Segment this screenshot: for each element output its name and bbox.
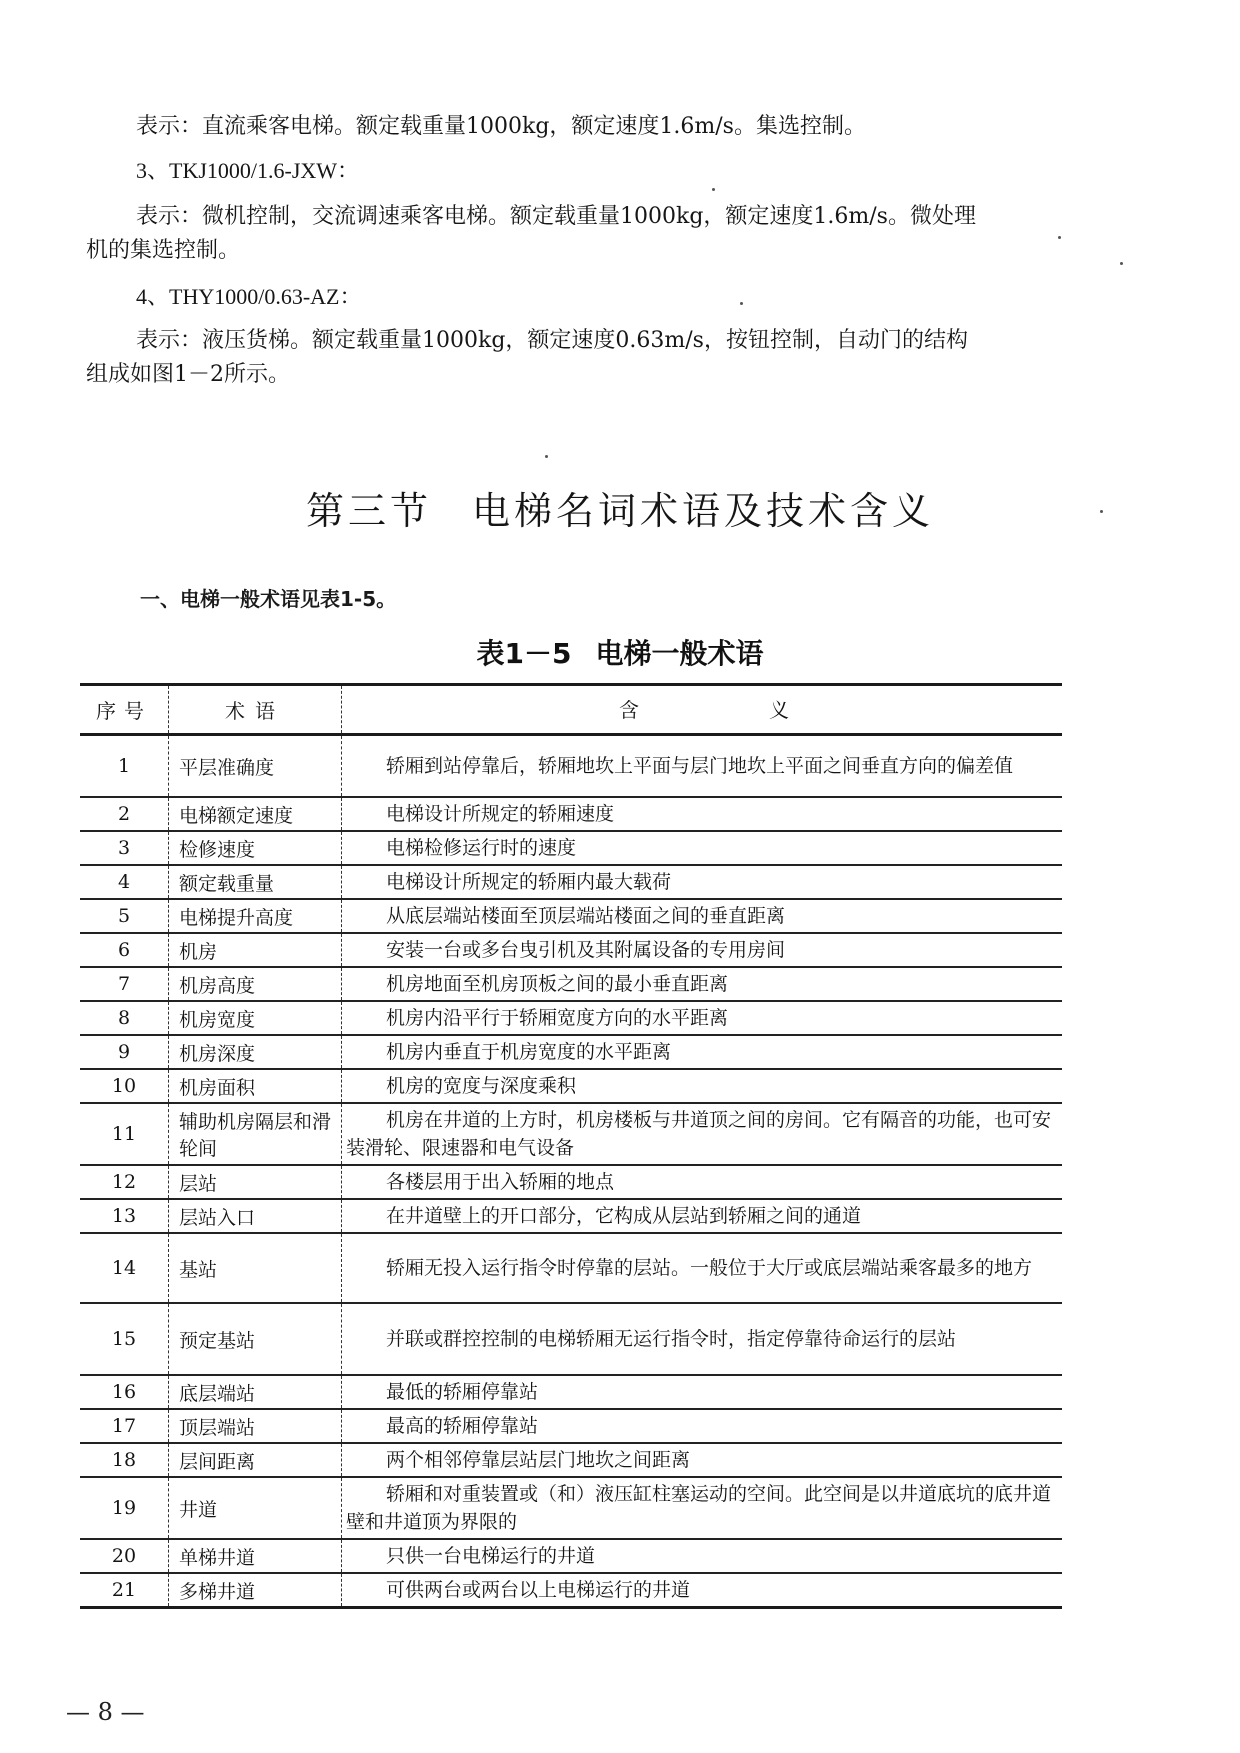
row-number: 6: [80, 933, 169, 967]
row-definition: 机房在井道的上方时，机房楼板与井道顶之间的房间。它有隔音的功能，也可安装滑轮、限速器和电气设备: [346, 1109, 1052, 1159]
terms-table: [80, 683, 1062, 1609]
row-term: 底层端站: [169, 1375, 342, 1409]
row-number: 4: [80, 865, 169, 899]
row-number: 16: [80, 1375, 169, 1409]
table-caption-number: 表1－5: [476, 637, 572, 670]
table-row: [80, 933, 1062, 967]
row-term: 机房面积: [169, 1069, 342, 1103]
row-term: 层站: [169, 1165, 342, 1199]
row-definition: 轿厢和对重装置或（和）液压缸柱塞运动的空间。此空间是以井道底坑的底井道壁和井道顶为界限的: [346, 1483, 1052, 1533]
row-term: 顶层端站: [169, 1409, 342, 1443]
row-definition: 只供一台电梯运行的井道: [386, 1545, 596, 1567]
row-number: 1: [80, 735, 169, 798]
table-row: [80, 967, 1062, 1001]
row-definition: 机房地面至机房顶板之间的最小垂直距离: [386, 973, 729, 995]
row-term: 检修速度: [169, 831, 342, 865]
header-definition: [342, 685, 1063, 735]
row-term: 机房高度: [169, 967, 342, 1001]
scan-speck: [1100, 510, 1103, 513]
table-row: [80, 1409, 1062, 1443]
row-term: 多梯井道: [169, 1573, 342, 1608]
model-code-thy: 4、THY1000/0.63-AZ：: [136, 284, 362, 309]
row-definition: 两个相邻停靠层站层门地坎之间距离: [386, 1449, 691, 1471]
scan-speck: [740, 302, 743, 305]
scan-speck: [545, 455, 548, 458]
model-code-tkj: 3、TKJ1000/1.6-JXW：: [136, 158, 360, 183]
row-number: 21: [80, 1573, 169, 1608]
row-term: 电梯提升高度: [169, 899, 342, 933]
table-row: [80, 1103, 1062, 1165]
section-number: 第三节: [305, 489, 432, 533]
row-number: 11: [80, 1103, 169, 1165]
paragraph-dc-elevator: 表示：直流乘客电梯。额定载重量1000kg，额定速度1.6m/s。集选控制。: [136, 114, 866, 139]
table-row: [80, 1573, 1062, 1608]
row-definition: 轿厢到站停靠后，轿厢地坎上平面与层门地坎上平面之间垂直方向的偏差值: [386, 755, 1014, 777]
scan-speck: [1058, 236, 1061, 239]
table-row: [80, 899, 1062, 933]
scan-speck: [712, 188, 715, 191]
row-definition: 机房内沿平行于轿厢宽度方向的水平距离: [386, 1007, 729, 1029]
header-term: 术语: [169, 685, 342, 735]
row-definition: 电梯设计所规定的轿厢内最大载荷: [386, 871, 672, 893]
row-term: 井道: [169, 1477, 342, 1539]
row-number: 17: [80, 1409, 169, 1443]
row-definition: 各楼层用于出入轿厢的地点: [386, 1171, 615, 1193]
table-row: [80, 1069, 1062, 1103]
table-row: [80, 1443, 1062, 1477]
row-number: 9: [80, 1035, 169, 1069]
paragraph-microcomputer-line1: 表示：微机控制，交流调速乘客电梯。额定载重量1000kg，额定速度1.6m/s。微处理: [136, 204, 976, 229]
row-definition: 电梯检修运行时的速度: [386, 837, 577, 859]
row-term: 辅助机房隔层和滑轮间: [169, 1103, 342, 1165]
row-number: 2: [80, 797, 169, 831]
table-row: [80, 1375, 1062, 1409]
row-definition: 最高的轿厢停靠站: [386, 1415, 539, 1437]
header-no: 序号: [80, 685, 169, 735]
table-header-row: [80, 685, 1062, 735]
table-row: [80, 1477, 1062, 1539]
row-definition: 在井道壁上的开口部分，它构成从层站到轿厢之间的通道: [386, 1205, 862, 1227]
row-number: 3: [80, 831, 169, 865]
table-row: [80, 865, 1062, 899]
header-def-char-2: 义: [769, 697, 789, 722]
row-number: 7: [80, 967, 169, 1001]
row-definition: 机房的宽度与深度乘积: [386, 1075, 577, 1097]
row-definition: 电梯设计所规定的轿厢速度: [386, 803, 615, 825]
row-term: 基站: [169, 1233, 342, 1303]
row-term: 单梯井道: [169, 1539, 342, 1573]
row-definition: 轿厢无投入运行指令时停靠的层站。一般位于大厅或底层端站乘客最多的地方: [386, 1257, 1033, 1279]
table-row: [80, 1539, 1062, 1573]
paragraph-hydraulic-line2: 组成如图1－2所示。: [86, 362, 290, 387]
table-row: [80, 1303, 1062, 1375]
section-title: 电梯名词术语及技术含义: [472, 489, 935, 533]
row-term: 机房宽度: [169, 1001, 342, 1035]
row-number: 8: [80, 1001, 169, 1035]
table-row: [80, 1035, 1062, 1069]
row-number: 15: [80, 1303, 169, 1375]
row-term: 额定载重量: [169, 865, 342, 899]
row-term: 机房深度: [169, 1035, 342, 1069]
row-definition: 最低的轿厢停靠站: [386, 1381, 539, 1403]
row-number: 13: [80, 1199, 169, 1233]
row-term: 机房: [169, 933, 342, 967]
paragraph-hydraulic-line1: 表示：液压货梯。额定载重量1000kg，额定速度0.63m/s，按钮控制，自动门的结构: [136, 328, 968, 353]
header-def-char-1: 含: [619, 697, 639, 722]
paragraph-microcomputer-line2: 机的集选控制。: [86, 238, 241, 263]
row-definition: 从底层端站楼面至顶层端站楼面之间的垂直距离: [386, 905, 786, 927]
table-row: [80, 1199, 1062, 1233]
row-term: 平层准确度: [169, 735, 342, 798]
row-term: 电梯额定速度: [169, 797, 342, 831]
row-definition: 安装一台或多台曳引机及其附属设备的专用房间: [386, 939, 786, 961]
table-row: [80, 735, 1062, 798]
table-row: [80, 1001, 1062, 1035]
page-number: — 8 —: [66, 1698, 145, 1726]
row-definition: 机房内垂直于机房宽度的水平距离: [386, 1041, 672, 1063]
row-term: 层间距离: [169, 1443, 342, 1477]
table-row: [80, 1165, 1062, 1199]
row-definition: 可供两台或两台以上电梯运行的井道: [386, 1579, 691, 1601]
table-row: [80, 797, 1062, 831]
section-heading: [0, 480, 1240, 535]
row-number: 12: [80, 1165, 169, 1199]
lead-text: 一、电梯一般术语见表1-5。: [140, 587, 397, 611]
table-caption: [0, 632, 1240, 672]
row-number: 18: [80, 1443, 169, 1477]
row-term: 预定基站: [169, 1303, 342, 1375]
table-caption-title: 电梯一般术语: [595, 637, 764, 670]
row-number: 20: [80, 1539, 169, 1573]
row-definition: 并联或群控控制的电梯轿厢无运行指令时，指定停靠待命运行的层站: [386, 1328, 957, 1350]
table-row: [80, 1233, 1062, 1303]
row-number: 5: [80, 899, 169, 933]
row-number: 14: [80, 1233, 169, 1303]
table-row: [80, 831, 1062, 865]
row-number: 19: [80, 1477, 169, 1539]
scan-speck: [1120, 262, 1123, 265]
row-term: 层站入口: [169, 1199, 342, 1233]
row-number: 10: [80, 1069, 169, 1103]
